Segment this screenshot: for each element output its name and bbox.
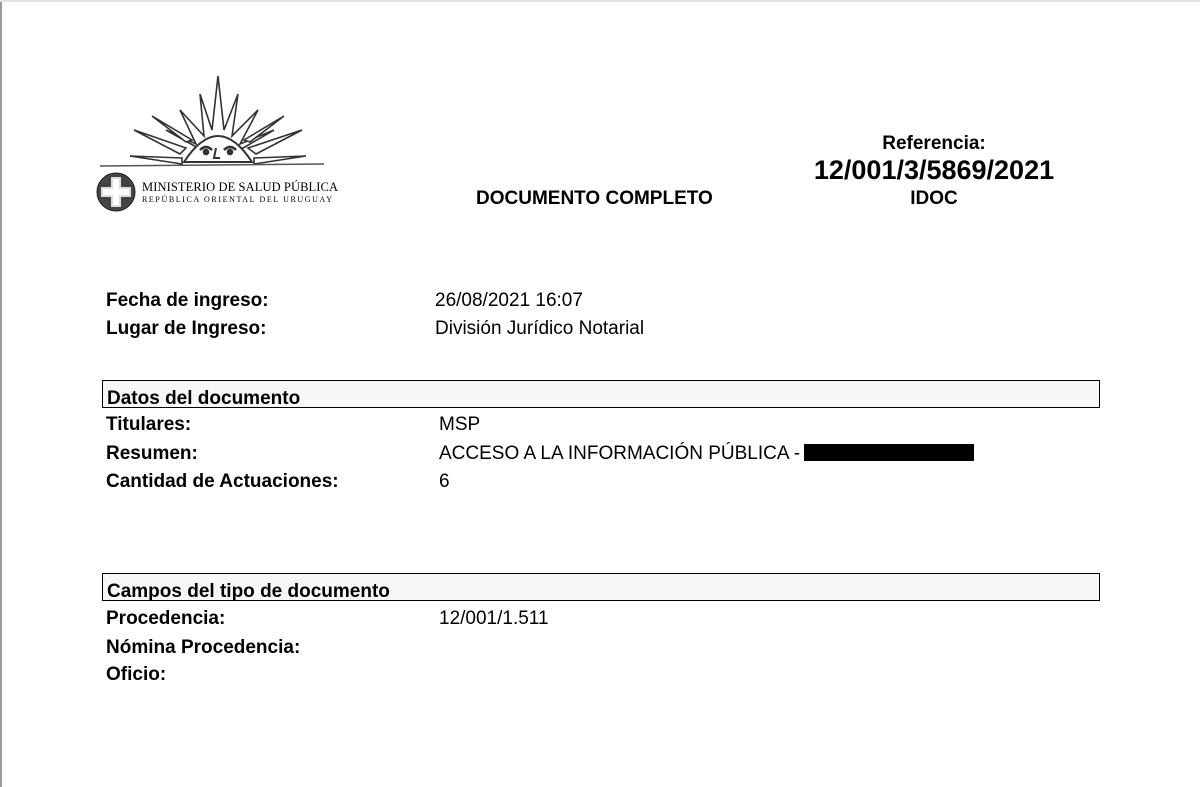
actions-count-label: Cantidad de Actuaciones: [106,471,339,492]
section-title-document-type-fields: Campos del tipo de documento [107,581,390,602]
origin-value: 12/001/1.511 [439,608,549,629]
ministry-logo [96,70,339,220]
holders-label: Titulares: [106,414,192,435]
section-header-document-type-fields [102,573,1100,601]
reference-label: Referencia: [882,133,986,154]
page-left-border [0,0,2,787]
section-header-document-data [102,380,1100,408]
intake-place-label: Lugar de Ingreso: [106,318,267,339]
ministry-subtitle: REPÚBLICA ORIENTAL DEL URUGUAY [142,195,334,204]
intake-place-value: División Jurídico Notarial [435,318,645,339]
letter-label: Oficio: [106,664,167,685]
intake-date-label: Fecha de ingreso: [106,290,269,311]
summary-value-row [439,443,974,465]
section-title-document-data: Datos del documento [107,388,301,409]
redaction-bar [804,444,974,461]
ministry-name: MINISTERIO DE SALUD PÚBLICA [142,180,339,194]
document-title: DOCUMENTO COMPLETO [476,188,713,209]
summary-value: ACCESO A LA INFORMACIÓN PÚBLICA - [439,443,801,464]
origin-list-label: Nómina Procedencia: [106,637,301,658]
intake-date-value: 26/08/2021 16:07 [435,290,583,311]
reference-block [800,133,1068,212]
page-top-border [0,0,1200,2]
actions-count-value: 6 [439,471,450,492]
summary-label: Resumen: [106,443,198,464]
reference-number: 12/001/3/5869/2021 [813,155,1055,185]
origin-label: Procedencia: [106,608,226,629]
reference-type: IDOC [910,188,958,209]
holders-value: MSP [439,414,481,435]
